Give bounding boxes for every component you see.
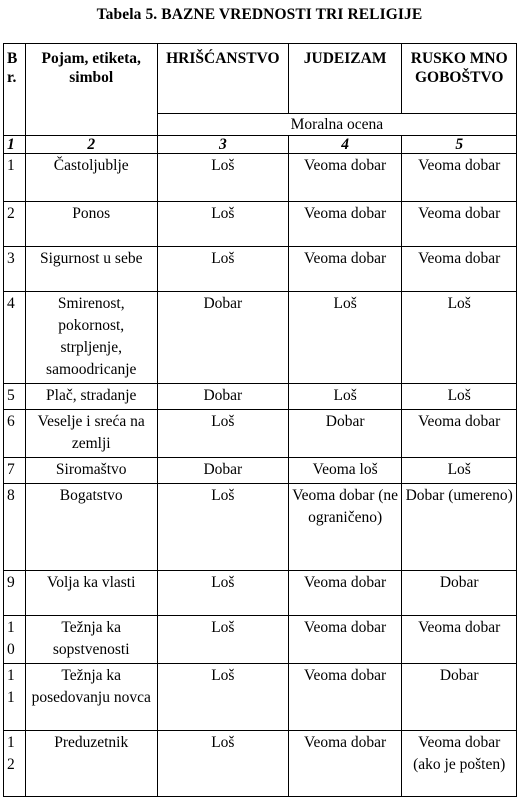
table-title: Tabela 5. BAZNE VREDNOSTI TRI RELIGIJE xyxy=(96,6,423,23)
row-number: 7 xyxy=(4,458,26,484)
row-number: 6 xyxy=(4,410,26,458)
header-number: Br. xyxy=(4,44,26,136)
russian-polytheism-cell: Veoma dobar (ako je pošten) xyxy=(402,731,517,797)
russian-polytheism-cell: Dobar xyxy=(402,571,517,616)
table-row xyxy=(4,664,517,731)
values-table xyxy=(3,43,517,797)
table-row xyxy=(4,484,517,571)
concept-cell: Ponos xyxy=(25,202,157,247)
header-russian-polytheism: RUSKO MNOGOBOŠTVO xyxy=(402,44,517,114)
table-row xyxy=(4,247,517,292)
concept-cell: Volja ka vlasti xyxy=(25,571,157,616)
concept-cell: Veselje i sreća na zemlji xyxy=(25,410,157,458)
judaism-cell: Veoma dobar xyxy=(288,154,402,202)
christianity-cell: Loš xyxy=(157,484,288,571)
table-row xyxy=(4,616,517,664)
table-row xyxy=(4,410,517,458)
judaism-cell: Loš xyxy=(288,384,402,410)
judaism-cell: Dobar xyxy=(288,410,402,458)
concept-cell: Bogatstvo xyxy=(25,484,157,571)
row-number: 10 xyxy=(4,616,26,664)
russian-polytheism-cell: Loš xyxy=(402,292,517,384)
row-number: 1 xyxy=(4,154,26,202)
christianity-cell: Dobar xyxy=(157,384,288,410)
header-judaism: JUDEIZAM xyxy=(288,44,402,114)
row-number: 2 xyxy=(4,202,26,247)
column-number: 2 xyxy=(25,136,157,154)
russian-polytheism-cell: Loš xyxy=(402,384,517,410)
column-number: 1 xyxy=(4,136,26,154)
table-row xyxy=(4,458,517,484)
christianity-cell: Loš xyxy=(157,731,288,797)
header-concept: Pojam, etiketa, simbol xyxy=(25,44,157,136)
judaism-cell: Veoma dobar (neograničeno) xyxy=(288,484,402,571)
column-number: 3 xyxy=(157,136,288,154)
column-number: 4 xyxy=(288,136,402,154)
concept-cell: Sigurnost u sebe xyxy=(25,247,157,292)
christianity-cell: Dobar xyxy=(157,292,288,384)
judaism-cell: Veoma dobar xyxy=(288,731,402,797)
concept-cell: Težnja ka posedovanju novca xyxy=(25,664,157,731)
column-number-row xyxy=(4,136,517,154)
russian-polytheism-cell: Veoma dobar xyxy=(402,154,517,202)
table-row xyxy=(4,154,517,202)
judaism-cell: Veoma dobar xyxy=(288,616,402,664)
judaism-cell: Loš xyxy=(288,292,402,384)
row-number: 3 xyxy=(4,247,26,292)
table-row xyxy=(4,384,517,410)
christianity-cell: Loš xyxy=(157,664,288,731)
judaism-cell: Veoma dobar xyxy=(288,247,402,292)
christianity-cell: Dobar xyxy=(157,458,288,484)
table-row xyxy=(4,292,517,384)
russian-polytheism-cell: Veoma dobar xyxy=(402,410,517,458)
russian-polytheism-cell: Loš xyxy=(402,458,517,484)
concept-cell: Težnja ka sopstvenosti xyxy=(25,616,157,664)
table-row xyxy=(4,202,517,247)
russian-polytheism-cell: Dobar xyxy=(402,664,517,731)
christianity-cell: Loš xyxy=(157,571,288,616)
christianity-cell: Loš xyxy=(157,616,288,664)
judaism-cell: Veoma dobar xyxy=(288,202,402,247)
concept-cell: Plač, stradanje xyxy=(25,384,157,410)
row-number: 5 xyxy=(4,384,26,410)
russian-polytheism-cell: Veoma dobar xyxy=(402,616,517,664)
judaism-cell: Veoma loš xyxy=(288,458,402,484)
russian-polytheism-cell: Veoma dobar xyxy=(402,202,517,247)
subheader-moral-rating: Moralna ocena xyxy=(157,114,516,136)
christianity-cell: Loš xyxy=(157,202,288,247)
concept-cell: Siromaštvo xyxy=(25,458,157,484)
header-christianity: HRIŠĆANSTVO xyxy=(157,44,288,114)
russian-polytheism-cell: Dobar (umereno) xyxy=(402,484,517,571)
row-number: 4 xyxy=(4,292,26,384)
christianity-cell: Loš xyxy=(157,154,288,202)
row-number: 8 xyxy=(4,484,26,571)
header-row xyxy=(4,44,517,114)
row-number: 9 xyxy=(4,571,26,616)
russian-polytheism-cell: Veoma dobar xyxy=(402,247,517,292)
table-row xyxy=(4,571,517,616)
christianity-cell: Loš xyxy=(157,247,288,292)
row-number: 12 xyxy=(4,731,26,797)
concept-cell: Častoljublje xyxy=(25,154,157,202)
concept-cell: Preduzetnik xyxy=(25,731,157,797)
concept-cell: Smirenost, pokornost, strpljenje, samoodricanje xyxy=(25,292,157,384)
column-number: 5 xyxy=(402,136,517,154)
judaism-cell: Veoma dobar xyxy=(288,571,402,616)
judaism-cell: Veoma dobar xyxy=(288,664,402,731)
christianity-cell: Loš xyxy=(157,410,288,458)
row-number: 11 xyxy=(4,664,26,731)
table-row xyxy=(4,731,517,797)
